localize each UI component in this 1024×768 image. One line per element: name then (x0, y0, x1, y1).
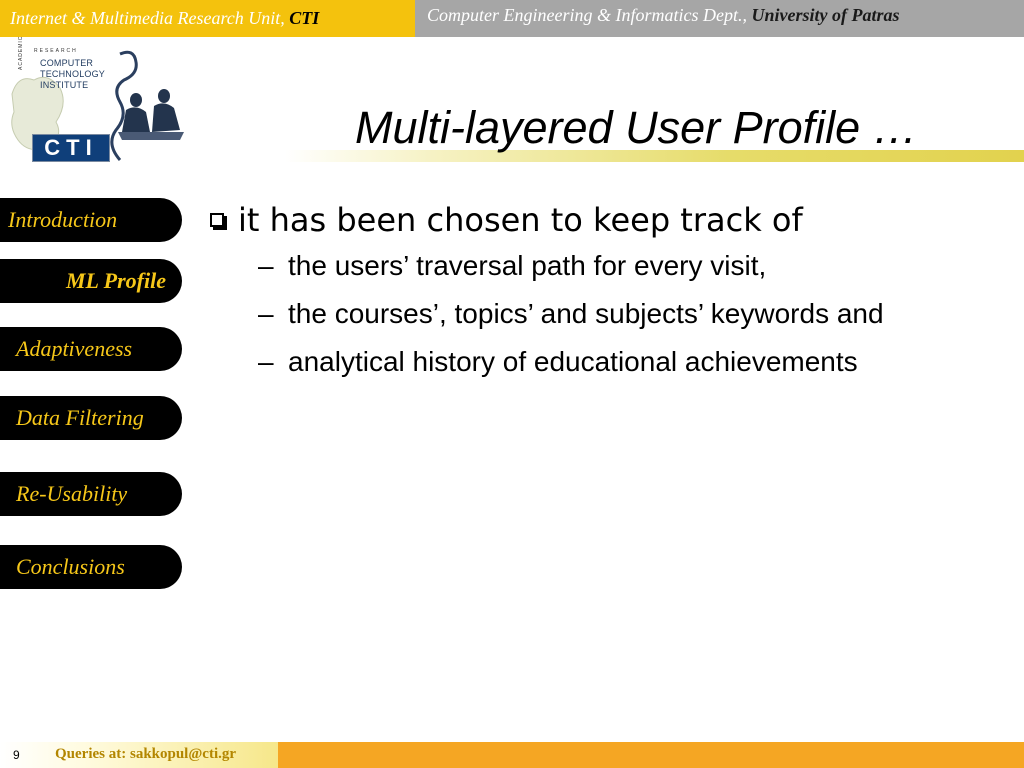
nav-item-data-filtering[interactable] (0, 396, 182, 440)
slide-body (210, 198, 1010, 390)
nav-item-adaptiveness[interactable] (0, 327, 182, 371)
slide-title: Multi-layered User Profile … (355, 102, 918, 153)
sub-bullet-item (258, 246, 1010, 286)
nav-item-label: Re-Usability (16, 481, 128, 506)
main-bullet (210, 198, 1010, 242)
logo-institute-text (40, 58, 105, 91)
footer-left-band (0, 742, 278, 768)
university-name: University of Patras (751, 5, 900, 25)
sub-bullet-item (258, 294, 1010, 334)
sub-bullet-text: the courses’, topics’ and subjects’ keywords and (288, 298, 884, 329)
footer-right-band (278, 742, 1024, 768)
research-unit-band (0, 0, 415, 37)
research-unit-bold: CTI (289, 8, 320, 28)
dash-bullet-icon: – (258, 250, 274, 281)
logo-line-3: INSTITUTE (40, 80, 89, 90)
logo-research-label: RESEARCH (34, 48, 78, 54)
nav-item-introduction[interactable] (0, 198, 182, 242)
department-text: Computer Engineering & Informatics Dept., (427, 5, 752, 25)
nav-item-label: Data Filtering (16, 405, 144, 430)
dash-bullet-icon: – (258, 346, 274, 377)
sub-bullet-list (210, 246, 1010, 382)
checkbox-bullet-icon (210, 213, 224, 227)
logo-line-1: COMPUTER (40, 58, 94, 68)
nav-item-label: Adaptiveness (16, 336, 133, 361)
cti-logo (8, 35, 188, 170)
footer-bar (0, 742, 1024, 768)
queries-contact[interactable]: Queries at: sakkopul@cti.gr (55, 746, 237, 762)
sub-bullet-text: analytical history of educational achievements (288, 346, 858, 377)
logo-academic-label: ACADEMIC (18, 35, 24, 70)
nav-item-conclusions[interactable] (0, 545, 182, 589)
main-bullet-text: it has been chosen to keep track of (238, 201, 803, 239)
nav-item-label: Introduction (8, 207, 118, 232)
logo-cti-badge: CTI (32, 134, 110, 162)
sub-bullet-text: the users’ traversal path for every visit, (288, 250, 767, 281)
research-unit-text: Internet & Multimedia Research Unit, (10, 8, 290, 28)
page-number: 9 (13, 748, 20, 762)
sub-bullet-item (258, 342, 1010, 382)
nav-item-re-usability[interactable] (0, 472, 182, 516)
department-band (415, 0, 1024, 37)
top-header-bar (0, 0, 1024, 37)
nav-item-ml-profile[interactable] (0, 259, 182, 303)
nav-item-label: Conclusions (16, 554, 125, 579)
logo-line-2: TECHNOLOGY (40, 69, 106, 79)
nav-item-label: ML Profile (66, 268, 166, 293)
dash-bullet-icon: – (258, 298, 274, 329)
